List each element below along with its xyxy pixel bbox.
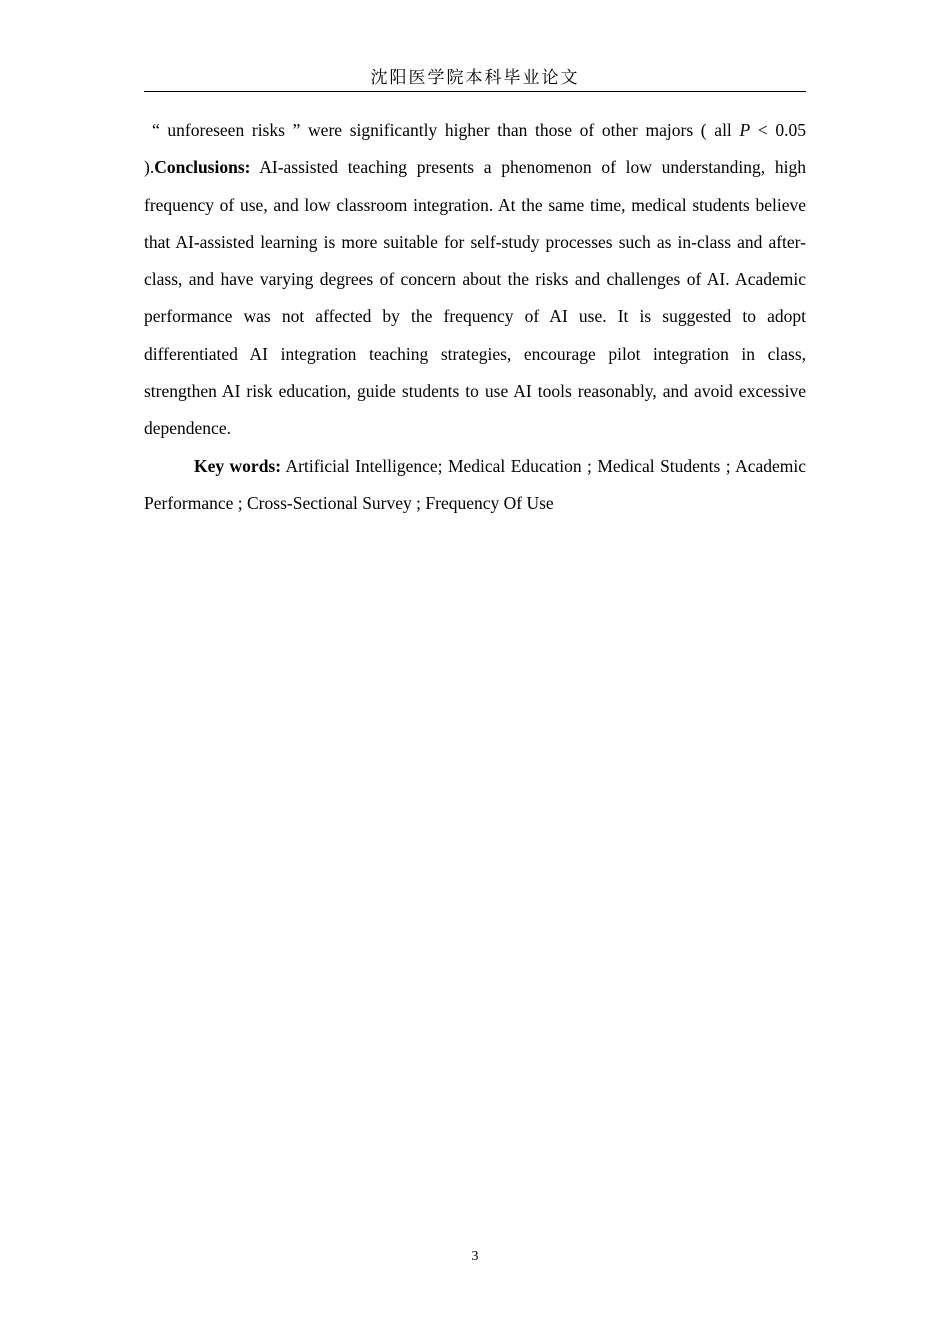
keywords-label: Key words:	[194, 455, 282, 476]
conclusions-label: Conclusions:	[154, 157, 251, 178]
abstract-results-tail: “ unforeseen risks ” were significantly higher than those of other majors ( all	[152, 120, 740, 140]
p-value-threshold: < 0.05 ).	[144, 120, 807, 178]
p-value-symbol: P	[739, 120, 751, 140]
abstract-paragraph	[144, 112, 806, 448]
abstract-body	[144, 112, 806, 522]
header-divider	[144, 91, 806, 92]
page-header-title: 沈阳医学院本科毕业论文	[370, 68, 580, 87]
conclusions-text: AI-assisted teaching presents a phenomenon of low understanding, high frequency of use, and low classroom integration. At the same time, medical students believe that AI-assisted learning is more suitable for self-study processes such as in-class and after-class, and have varying degrees of concern about the risks and challenges of AI. Academic performance was not affected by the frequency of AI use. It is suggested to adopt differentiated AI integration teaching strategies, encourage pilot integration in class, strengthen AI risk education, guide students to use AI tools reasonably, and avoid excessive dependence.	[144, 157, 806, 439]
page-number: 3	[471, 1249, 479, 1264]
keywords-paragraph	[144, 448, 806, 523]
keywords-text: Artificial Intelligence; Medical Education ; Medical Students ; Academic Performance ; Cross-Sectional Survey ; Frequency Of Use	[144, 455, 807, 513]
